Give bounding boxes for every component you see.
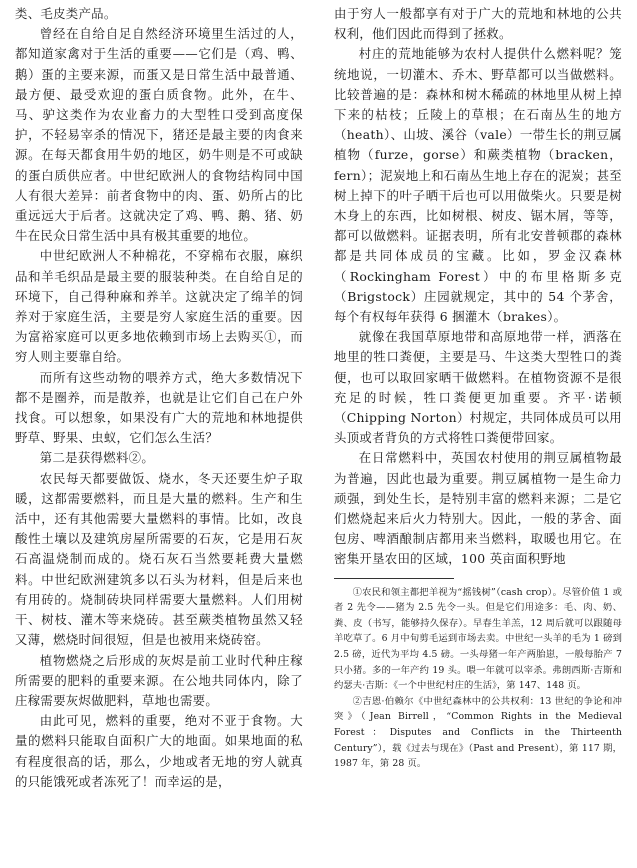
right-column xyxy=(334,4,622,772)
left-column xyxy=(15,4,303,792)
footnote: ②吉恩·伯赖尔《中世纪森林中的公共权利：13 世纪的争论和冲突》（Jean Birrell，“Common Rights in the Medieval Forest：Disputes and Conflicts in the Thirteenth Century”），载《过去与现在》（Past and Present），第 117 期，1987 年，第 28 页。 xyxy=(334,695,622,770)
footnote: ①农民和领主都把羊视为“摇钱树”（cash crop）。尽管价值 1 或者 2 先令——猪为 2.5 先令一头。但是它们用途多：毛、肉、奶、粪、皮（书写，能够持久保存）。早春生羊羔，12 周后就可以跟随母羊吃草了。6 月中旬剪毛运到市场去卖。中世纪一头羊的毛为 1 磅到 2.5 磅，近代为平均 4.5 磅。一头母猪一年产两胎崽，一般每胎产 7 只小猪。多的一年产约 19 头。喂一年就可以宰杀。弗朗西斯·吉斯和约瑟夫·吉斯：《一个中世纪村庄的生活》，第 147、148 页。 xyxy=(334,586,622,692)
footnote-divider xyxy=(334,578,454,579)
section-heading: 第二是获得燃料②。 xyxy=(39,450,155,466)
paragraph: 类、毛皮类产品。 xyxy=(15,6,117,21)
paragraph: 农民每天都要做饭、烧水，冬天还要生炉子取暖，这都需要燃料，而且是大量的燃料。生产和生活中，还有其他需要大量燃料的事情。比如，改良酸性土壤以及建筑房屋所需要的石灰，它是用石灰石高温烧制而成的。烧石灰石当然要耗费大量燃料。中世纪欧洲建筑多以石头为材料，但是后来也有用砖的。烧制砖块同样需要大量燃料。人们用树干、树枝、灌木等来烧砖。甚至蕨类植物虽然又轻又薄，燃烧时间很短，但是也被用来烧砖窑。 xyxy=(15,470,303,648)
paragraph: 村庄的荒地能够为农村人提供什么燃料呢？笼统地说，一切灌木、乔木、野草都可以当做燃料。比较普遍的是：森林和树木稀疏的林地里从树上掉下来的枯枝；丘陵上的草根；在石南丛生的地方（heath）、山坡、溪谷（vale）一带生长的荆豆属植物（furze，gorse）和蕨类植物（bracken，fern）；泥炭地上和石南丛生地上存在的泥炭；甚至树上掉下的叶子晒干后也可以用做柴火。只要是树木身上的东西，比如树根、树皮、锯木屑，等等，都可以做燃料。证据表明，所有北安普顿郡的森林都是共同体成员的宝藏。比如，罗金汉森林（Rockingham Forest）中的布里格斯多克（Brigstock）庄园就规定，其中的 54 个茅舍，每个有权每年获得 6 捆灌木（brakes）。 xyxy=(334,46,622,325)
paragraph: 植物燃烧之后形成的灰烬是前工业时代种庄稼所需要的肥料的重要来源。在公地共同体内，除了庄稼需要灰烬做肥料，草地也需要。 xyxy=(15,652,303,708)
paragraph: 由此可见，燃料的重要，绝对不亚于食物。大量的燃料只能取自面积广大的地面。如果地面的私有程度很高的话，那么，少地或者无地的穷人就真的只能饿死或者冻死了！而幸运的是， xyxy=(15,713,303,789)
paragraph: 而所有这些动物的喂养方式，绝大多数情况下都不是圈养，而是散养，也就是让它们自己在户外找食。可以想象，如果没有广大的荒地和林地提供野草、野果、虫蚁，它们怎么生活？ xyxy=(15,369,303,446)
paragraph: 由于穷人一般都享有对于广大的荒地和林地的公共权利，他们因此而得到了拯救。 xyxy=(334,6,622,42)
paragraph: 在日常燃料中，英国农村使用的荆豆属植物最为普遍，因此也最为重要。荆豆属植物一是生命力顽强，到处生长，是特别丰富的燃料来源；二是它们燃烧起来后火力特别大。因此，一般的茅舍、面包房、啤酒酿制店都用来当燃料，取暖也用它。在密集开垦农田的区域，100 英亩面积野地 xyxy=(334,450,622,567)
paragraph: 就像在我国草原地带和高原地带一样，洒落在地里的牲口粪便，主要是马、牛这类大型牲口的粪便，也可以取回家晒干做燃料。在植物资源不是很充足的时候，牲口粪便更加重要。齐平·诺顿（Chipping Norton）村规定，共同体成员可以用头顶或者背负的方式将牲口粪便带回家。 xyxy=(334,329,622,446)
paragraph: 中世纪欧洲人不种棉花，不穿棉布衣服，麻织品和羊毛织品是最主要的服装种类。在自给自足的环境下，自己得种麻和养羊。这就决定了绵羊的饲养对于家庭生活，主要是穷人家庭生活的重要。因为富裕家庭可以更多地依赖到市场上去购买①，而穷人则主要靠自给。 xyxy=(15,248,303,365)
paragraph: 曾经在自给自足自然经济环境里生活过的人，都知道家禽对于生活的重要——它们是（鸡、鸭、鹅）蛋的主要来源，而蛋又是日常生活中最普通、最方便、最受欢迎的蛋白质食物。此外，在牛、马、驴这类作为农业畜力的大型牲口受到高度保护，不轻易宰杀的情况下，猪还是最主要的肉食来源。在每天都食用牛奶的地区，奶牛则是不可或缺的蛋白质供应者。中世纪欧洲人的食物结构同中国人有很大差异：前者食物中的肉、蛋、奶所占的比重远远大于后者。这就决定了鸡、鸭、鹅、猪、奶牛在民众日常生活中具有极其重要的地位。 xyxy=(15,26,303,244)
